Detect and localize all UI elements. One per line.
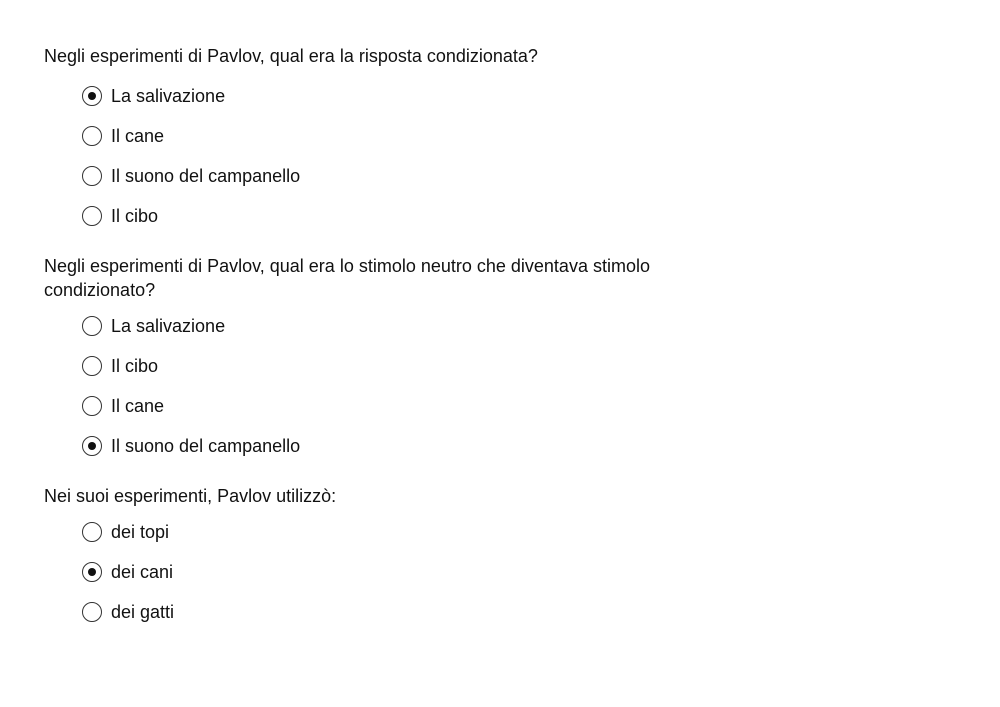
radio-option[interactable]: [44, 116, 744, 156]
radio-option[interactable]: [44, 552, 744, 592]
question-3: [44, 484, 744, 632]
radio-button[interactable]: [82, 396, 102, 416]
option-label[interactable]: La salivazione: [111, 315, 226, 336]
radio-option[interactable]: [44, 196, 744, 236]
radio-option[interactable]: [44, 306, 744, 346]
question-3-text: Nei suoi esperimenti, Pavlov utilizzò:: [44, 486, 337, 506]
radio-option[interactable]: [44, 512, 744, 552]
option-label[interactable]: Il cane: [111, 125, 165, 146]
option-label[interactable]: dei topi: [111, 521, 170, 542]
radio-button[interactable]: [82, 562, 102, 582]
question-3-options: [44, 512, 744, 632]
radio-option[interactable]: [44, 426, 744, 466]
question-1-text: Negli esperimenti di Pavlov, qual era la risposta condizionata?: [44, 46, 538, 66]
question-2: [44, 254, 744, 466]
radio-option[interactable]: [44, 592, 744, 632]
radio-button[interactable]: [82, 316, 102, 336]
option-label[interactable]: Il suono del campanello: [111, 435, 301, 456]
question-2-options: [44, 306, 744, 466]
option-label[interactable]: dei gatti: [111, 601, 175, 622]
option-label[interactable]: Il cane: [111, 395, 165, 416]
question-1-options: [44, 76, 744, 236]
option-label[interactable]: Il cibo: [111, 205, 159, 226]
radio-option[interactable]: [44, 346, 744, 386]
radio-button[interactable]: [82, 206, 102, 226]
radio-button[interactable]: [82, 166, 102, 186]
question-1: [44, 44, 744, 236]
quiz-form: [44, 44, 744, 632]
radio-button[interactable]: [82, 602, 102, 622]
option-label[interactable]: dei cani: [111, 561, 174, 582]
radio-button[interactable]: [82, 436, 102, 456]
option-label[interactable]: Il cibo: [111, 355, 159, 376]
radio-option[interactable]: [44, 76, 744, 116]
option-label[interactable]: La salivazione: [111, 85, 226, 106]
option-label[interactable]: Il suono del campanello: [111, 165, 301, 186]
radio-button[interactable]: [82, 522, 102, 542]
radio-option[interactable]: [44, 386, 744, 426]
radio-button[interactable]: [82, 126, 102, 146]
radio-button[interactable]: [82, 86, 102, 106]
radio-option[interactable]: [44, 156, 744, 196]
question-2-text: Negli esperimenti di Pavlov, qual era lo stimolo neutro che diventava stimolo condizionato?: [44, 256, 650, 300]
radio-button[interactable]: [82, 356, 102, 376]
